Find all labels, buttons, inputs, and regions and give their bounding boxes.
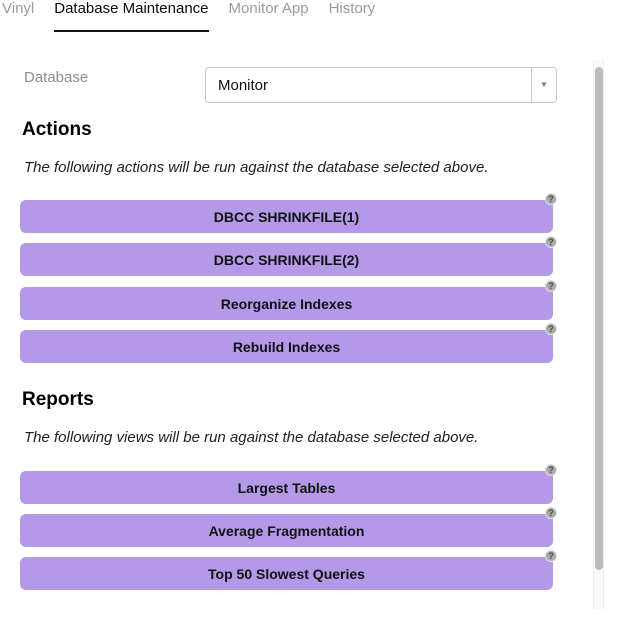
button-label: DBCC SHRINKFILE(1)	[213, 208, 360, 225]
database-selected-value: Monitor	[218, 76, 269, 94]
reports-section-description: The following views will be run against the database selected above.	[24, 429, 479, 446]
help-icon[interactable]: ?	[545, 323, 557, 335]
tab-vinyl[interactable]: Vinyl	[2, 0, 35, 17]
average-fragmentation-button[interactable]	[20, 507, 554, 547]
dbcc-shrinkfile-1-button[interactable]	[20, 193, 554, 233]
tab-history[interactable]: History	[328, 0, 376, 17]
vertical-scrollbar-thumb[interactable]	[595, 67, 603, 570]
actions-section-description: The following actions will be run against the database selected above.	[24, 159, 489, 176]
dropdown-arrow-button[interactable]	[531, 68, 556, 102]
reports-section-title: Reports	[22, 389, 94, 410]
help-icon[interactable]: ?	[545, 236, 557, 248]
database-label: Database	[24, 69, 89, 86]
tab-monitor-app[interactable]: Monitor App	[228, 0, 309, 17]
button-label: Rebuild Indexes	[232, 338, 341, 355]
help-icon[interactable]: ?	[545, 193, 557, 205]
reorganize-indexes-button[interactable]	[20, 280, 554, 320]
help-icon[interactable]: ?	[545, 280, 557, 292]
vertical-scrollbar-track[interactable]	[593, 60, 604, 609]
rebuild-indexes-button[interactable]	[20, 323, 554, 363]
help-icon[interactable]: ?	[545, 464, 557, 476]
button-label: Average Fragmentation	[208, 522, 365, 539]
tab-bar	[2, 0, 375, 32]
button-label: Largest Tables	[237, 479, 336, 496]
database-select[interactable]	[205, 67, 557, 103]
help-icon[interactable]: ?	[545, 550, 557, 562]
button-label: Reorganize Indexes	[220, 295, 353, 312]
chevron-down-icon: ▼	[540, 80, 548, 89]
top-50-slowest-queries-button[interactable]	[20, 550, 554, 590]
largest-tables-button[interactable]	[20, 464, 554, 504]
button-label: DBCC SHRINKFILE(2)	[213, 251, 360, 268]
actions-section-title: Actions	[22, 119, 92, 140]
button-label: Top 50 Slowest Queries	[208, 565, 365, 582]
dbcc-shrinkfile-2-button[interactable]	[20, 236, 554, 276]
tab-database-maintenance[interactable]: Database Maintenance	[54, 0, 208, 32]
help-icon[interactable]: ?	[545, 507, 557, 519]
